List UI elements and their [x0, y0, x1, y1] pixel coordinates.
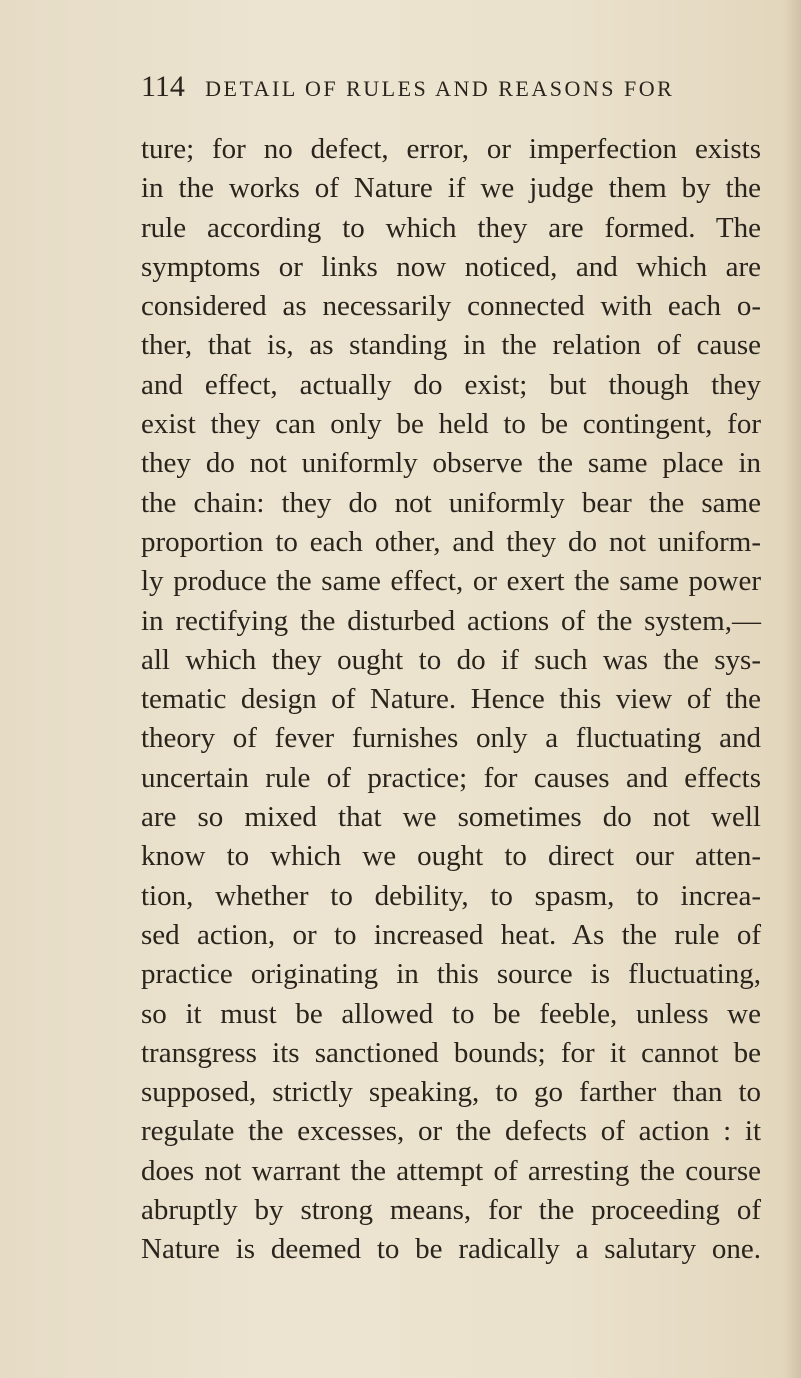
running-title: DETAIL OF RULES AND REASONS FOR [205, 76, 675, 101]
page-number: 114 [141, 70, 185, 103]
text-line: Nature is deemed to be radically a salutary one. [141, 1233, 761, 1266]
text-line: so it must be allowed to be feeble, unless we [141, 997, 761, 1030]
text-line: considered as necessarily connected with each o- [141, 290, 761, 323]
text-line: ly produce the same effect, or exert the same power [141, 565, 761, 598]
text-line: abruptly by strong means, for the proceeding of [141, 1194, 761, 1227]
text-line: tematic design of Nature. Hence this view of the [141, 683, 761, 716]
text-line: all which they ought to do if such was the sys- [141, 643, 761, 676]
text-line: theory of fever furnishes only a fluctuating and [141, 722, 761, 755]
text-line: ther, that is, as standing in the relation of cause [141, 329, 761, 362]
text-line: supposed, strictly speaking, to go farther than to [141, 1076, 761, 1109]
text-line: transgress its sanctioned bounds; for it cannot be [141, 1036, 761, 1069]
running-head [141, 70, 741, 110]
text-line: tion, whether to debility, to spasm, to increa- [141, 879, 761, 912]
text-line: know to which we ought to direct our atten- [141, 840, 761, 873]
text-line: uncertain rule of practice; for causes and effects [141, 761, 761, 794]
text-line: they do not uniformly observe the same place in [141, 447, 761, 480]
text-line: ture; for no defect, error, or imperfection exists [141, 133, 761, 165]
text-line: symptoms or links now noticed, and which are [141, 250, 761, 283]
text-line: proportion to each other, and they do not uniform- [141, 525, 761, 558]
body-text [141, 130, 761, 1270]
text-line: regulate the excesses, or the defects of action : it [141, 1115, 761, 1148]
text-line: practice originating in this source is fluctuating, [141, 958, 761, 991]
text-line: rule according to which they are formed. The [141, 211, 761, 244]
text-line: sed action, or to increased heat. As the rule of [141, 918, 761, 951]
text-line: in the works of Nature if we judge them by the [141, 172, 761, 205]
text-line: are so mixed that we sometimes do not well [141, 801, 761, 834]
page-edge-shadow [783, 0, 801, 1378]
text-line: exist they can only be held to be contingent, for [141, 408, 761, 441]
text-line: in rectifying the disturbed actions of the system,— [141, 604, 761, 637]
text-line: the chain: they do not uniformly bear the same [141, 486, 761, 519]
text-line: and effect, actually do exist; but though they [141, 368, 761, 401]
text-line: does not warrant the attempt of arresting the course [141, 1154, 761, 1187]
